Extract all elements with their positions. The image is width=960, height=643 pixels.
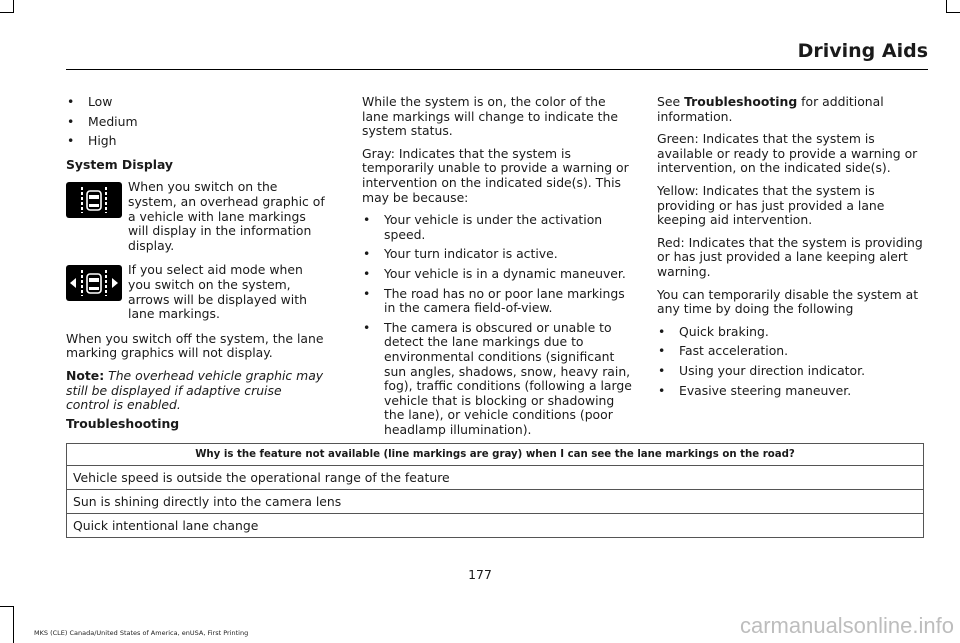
page-number: 177 bbox=[468, 567, 492, 582]
troubleshooting-link[interactable]: Troubleshooting bbox=[684, 94, 798, 109]
table-row bbox=[67, 466, 924, 490]
table-row bbox=[67, 490, 924, 514]
see-troubleshooting bbox=[657, 95, 927, 124]
list-item: • Medium bbox=[66, 115, 328, 130]
list-item: • Low bbox=[66, 95, 328, 110]
table-header-row bbox=[67, 444, 924, 466]
list-item: • High bbox=[66, 134, 328, 149]
list-item: • The road has no or poor lane markings in the camera field-of-view. bbox=[362, 287, 632, 316]
icon-paragraph-1 bbox=[66, 180, 328, 253]
print-footer: MKS (CLE) Canada/United States of America, enUSA, First Printing bbox=[34, 629, 249, 637]
paragraph: You can temporarily disable the system at any time by doing the following bbox=[657, 286, 919, 317]
header-divider bbox=[66, 69, 928, 70]
table-row bbox=[67, 514, 924, 538]
see-prefix: See bbox=[657, 94, 681, 109]
lane-keeping-aid-arrows-icon bbox=[66, 265, 122, 301]
list-item: • Using your direction indicator. bbox=[657, 364, 927, 379]
paragraph: While the system is on, the color of the lane markings will change to indicate the system status. bbox=[362, 94, 619, 139]
watermark: carmanualsonline.info bbox=[739, 613, 954, 638]
section-heading-system-display: System Display bbox=[66, 156, 174, 172]
list-item: • Your vehicle is under the activation speed. bbox=[362, 213, 632, 242]
list-item: • Quick braking. bbox=[657, 325, 927, 340]
paragraph: Gray: Indicates that the system is temporarily unable to provide a warning or intervention on the indicated side(s). This may be because: bbox=[362, 145, 629, 205]
column-3 bbox=[657, 95, 927, 403]
see-suffix: for additional information. bbox=[657, 94, 884, 124]
paragraph: Red: Indicates that the system is providing or has just provided a lane keeping alert warning. bbox=[657, 234, 923, 279]
paragraph: Yellow: Indicates that the system is providing or has just provided a lane keeping aid intervention. bbox=[657, 182, 885, 228]
crop-mark-top-right-h bbox=[946, 12, 960, 13]
table-cell: Sun is shining directly into the camera lens bbox=[67, 490, 924, 514]
list-item: • Evasive steering maneuver. bbox=[657, 384, 927, 399]
icon-paragraph-2 bbox=[66, 263, 328, 321]
crop-mark-top-left-v bbox=[13, 0, 14, 13]
page-title: Driving Aids bbox=[797, 40, 928, 62]
troubleshooting-heading: Troubleshooting bbox=[66, 416, 180, 431]
list-item: • Your vehicle is in a dynamic maneuver. bbox=[362, 267, 632, 282]
list-item: • The camera is obscured or unable to detect the lane markings due to environmental conditions (significant sun angles, shadows, snow, heavy rain, fog), traffic conditions (following a large vehicle that is blocking or shadowing the lane), or vehicle conditions (poor headlamp illumination). bbox=[362, 321, 632, 438]
troubleshooting-table bbox=[66, 443, 924, 538]
list-item: • Fast acceleration. bbox=[657, 344, 927, 359]
table-header-cell: Why is the feature not available (line markings are gray) when I can see the lane markings on the road? bbox=[67, 444, 924, 466]
crop-mark-bottom-left-h bbox=[0, 606, 14, 607]
table-cell: Vehicle speed is outside the operational range of the feature bbox=[67, 466, 924, 490]
table-cell: Quick intentional lane change bbox=[67, 514, 924, 538]
paragraph: If you select aid mode when you switch on the system, arrows will be displayed with lane markings. bbox=[128, 262, 307, 322]
list-item: • Your turn indicator is active. bbox=[362, 247, 632, 262]
crop-mark-bottom-left-v bbox=[13, 606, 14, 643]
column-1 bbox=[66, 95, 328, 421]
lane-keeping-display-icon bbox=[66, 182, 122, 218]
crop-mark-top-right-v bbox=[946, 0, 947, 13]
note bbox=[66, 369, 328, 413]
paragraph: When you switch off the system, the lane marking graphics will not display. bbox=[66, 330, 324, 361]
paragraph: Green: Indicates that the system is available or ready to provide a warning or intervention, on the indicated side(s). bbox=[657, 131, 918, 176]
note-text: The overhead vehicle graphic may still be displayed if adaptive cruise control is enabled. bbox=[66, 367, 324, 413]
note-label: Note: bbox=[66, 367, 105, 383]
column-2 bbox=[362, 95, 632, 442]
crop-mark-top-left-h bbox=[0, 12, 14, 13]
paragraph: When you switch on the system, an overhead graphic of a vehicle with lane markings will display in the information display. bbox=[128, 179, 325, 253]
